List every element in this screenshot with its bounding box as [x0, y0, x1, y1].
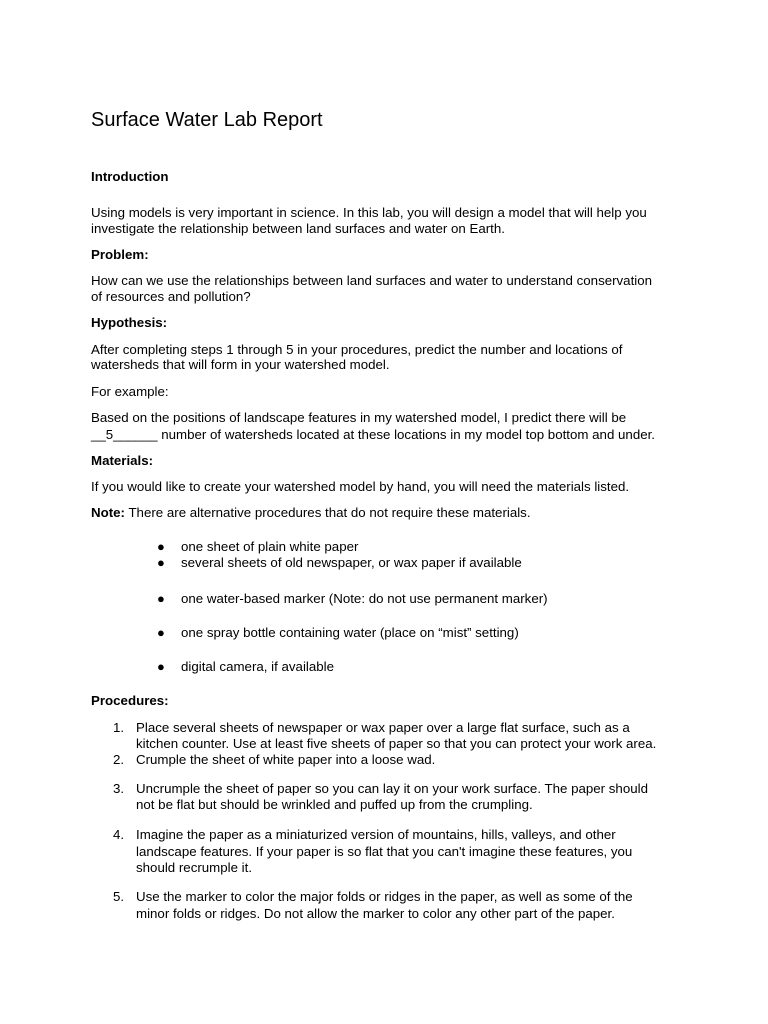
example-line-2: __5______ number of watersheds located at these locations in my model top bottom and under. [91, 427, 656, 442]
example-label: For example: [91, 384, 169, 399]
step-4-line-2: landscape features. If your paper is so flat that you can't imagine these features, you [136, 844, 633, 859]
example-line-1: Based on the positions of landscape features in my watershed model, I predict there will be [91, 410, 627, 425]
step-4-line-1: Imagine the paper as a miniaturized version of mountains, hills, valleys, and other [136, 827, 616, 842]
step-3-line-1: Uncrumple the sheet of paper so you can lay it on your work surface. The paper should [136, 781, 648, 796]
step-1-line-1: Place several sheets of newspaper or wax paper over a large flat surface, such as a [136, 720, 630, 735]
bullet-icon: ● [157, 659, 165, 674]
step-3-line-2: not be flat but should be wrinkled and puffed up from the crumpling. [136, 797, 533, 812]
step-1-line-2: kitchen counter. Use at least five sheets of paper so that you can protect your work area. [136, 736, 657, 751]
materials-note [91, 505, 531, 521]
step-number: 5. [113, 889, 125, 904]
bullet-icon: ● [157, 555, 165, 570]
step-2-line-1: Crumple the sheet of white paper into a loose wad. [136, 752, 436, 767]
materials-item-5: digital camera, if available [181, 659, 334, 674]
bullet-icon: ● [157, 591, 165, 606]
materials-item-4: one spray bottle containing water (place on “mist” setting) [181, 625, 519, 640]
step-5-line-1: Use the marker to color the major folds or ridges in the paper, as well as some of the [136, 889, 633, 904]
problem-heading: Problem: [91, 247, 149, 262]
materials-intro: If you would like to create your watershed model by hand, you will need the materials listed. [91, 479, 630, 494]
hypothesis-line-1: After completing steps 1 through 5 in your procedures, predict the number and locations of [91, 342, 623, 357]
bullet-icon: ● [157, 625, 165, 640]
procedures-heading: Procedures: [91, 693, 169, 708]
materials-item-2: several sheets of old newspaper, or wax paper if available [181, 555, 522, 570]
hypothesis-heading: Hypothesis: [91, 315, 168, 330]
step-5-line-2: minor folds or ridges. Do not allow the marker to color any other part of the paper. [136, 906, 615, 921]
introduction-line-1: Using models is very important in science. In this lab, you will design a model that will help you [91, 205, 647, 220]
note-label: Note: [91, 505, 125, 520]
step-number: 4. [113, 827, 125, 842]
step-4-line-3: should recrumple it. [136, 860, 253, 875]
introduction-heading: Introduction [91, 169, 169, 184]
problem-line-1: How can we use the relationships between land surfaces and water to understand conservation [91, 273, 653, 288]
step-number: 1. [113, 720, 125, 735]
introduction-line-2: investigate the relationship between land surfaces and water on Earth. [91, 221, 505, 236]
bullet-icon: ● [157, 539, 165, 554]
hypothesis-line-2: watersheds that will form in your watershed model. [91, 357, 390, 372]
materials-heading: Materials: [91, 453, 154, 468]
note-text: There are alternative procedures that do not require these materials. [124, 505, 531, 520]
page-title: Surface Water Lab Report [91, 109, 323, 131]
problem-line-2: of resources and pollution? [91, 289, 251, 304]
materials-item-3: one water-based marker (Note: do not use permanent marker) [181, 591, 548, 606]
materials-item-1: one sheet of plain white paper [181, 539, 359, 554]
step-number: 3. [113, 781, 125, 796]
step-number: 2. [113, 752, 125, 767]
